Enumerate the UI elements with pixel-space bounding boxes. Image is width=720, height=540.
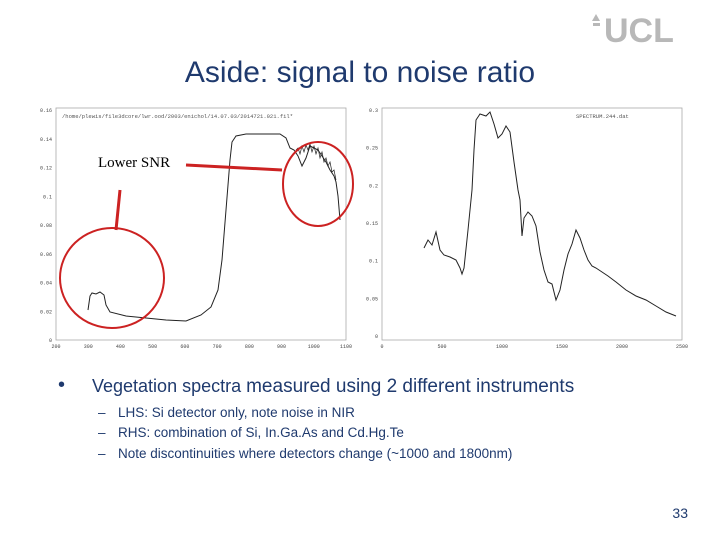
right-x-tick-label: 2500 [675, 344, 689, 350]
left-y-ticks [40, 108, 52, 344]
left-x-tick-label: 1000 [307, 344, 320, 350]
right-y-tick-label: 0.15 [365, 221, 378, 227]
left-x-tick-label: 600 [180, 344, 190, 350]
right-y-tick-label: 0 [374, 334, 378, 340]
left-y-tick-label: 0 [48, 338, 52, 344]
right-y-tick-label: 0.3 [368, 108, 378, 114]
left-y-tick-label: 0.08 [39, 223, 52, 229]
left-y-tick-label: 0.04 [39, 280, 52, 287]
left-x-tick-label: 400 [115, 344, 125, 350]
annotation-line-left [116, 190, 120, 230]
slide-title: Aside: signal to noise ratio [184, 56, 536, 89]
right-plot [366, 108, 688, 350]
left-x-tick-label: 800 [244, 344, 254, 350]
ucl-logo [590, 10, 702, 46]
bullet-dot-icon: • [58, 374, 66, 396]
left-y-tick-label: 0.02 [39, 309, 52, 316]
bullet-text-part1: Vegetation spectra [92, 376, 247, 396]
left-x-tick-label: 500 [148, 344, 158, 350]
left-y-tick-label: 0.06 [39, 251, 52, 258]
right-y-ticks [366, 108, 378, 340]
subbullet-1: – LHS: Si detector only, note noise in NIR [98, 405, 355, 420]
right-x-tick-label: 0 [380, 344, 384, 350]
right-x-tick-label: 500 [437, 344, 447, 350]
left-y-tick-label: 0.12 [39, 165, 52, 172]
spectra-plots [36, 100, 692, 356]
logo-mark-icon [592, 14, 600, 21]
annotation-line-right [186, 165, 282, 170]
right-y-tick-label: 0.1 [368, 258, 378, 265]
left-y-tick-label: 0.14 [39, 136, 52, 143]
subbullet-3: – Note discontinuities where detectors change (~1000 and 1800nm) [98, 446, 513, 461]
right-y-tick-label: 0.2 [368, 183, 378, 190]
page-number: 33 [672, 505, 688, 521]
logo-text: UCL [604, 12, 674, 46]
right-x-tick-label: 1000 [495, 344, 509, 350]
right-y-tick-label: 0.05 [365, 296, 378, 303]
left-x-tick-label: 300 [83, 344, 93, 350]
right-x-tick-label: 2000 [615, 344, 629, 350]
left-plot-header: /home/plewis/file3dcore/lwr.ood/2003/enichol/14.07.03/2014721.021.fil* [62, 113, 294, 120]
annotation-label: Lower SNR [98, 155, 171, 171]
right-plot-header: SPECTRUM.244.dat [576, 113, 629, 120]
left-y-tick-label: 0.1 [42, 194, 52, 201]
left-x-tick-label: 700 [212, 344, 222, 350]
left-x-tick-label: 900 [277, 344, 287, 350]
left-x-tick-label: 1100 [339, 344, 353, 350]
left-x-tick-label: 200 [51, 344, 61, 350]
right-plot-frame [382, 108, 682, 340]
annotation-circle-right [283, 142, 353, 226]
bullet-text-part2: measured using 2 different instruments [246, 376, 575, 397]
right-y-tick-label: 0.25 [365, 145, 378, 152]
right-spectrum-line [424, 112, 676, 316]
subbullet-2: – RHS: combination of Si, In.Ga.As and Cd.Hg.Te [98, 425, 404, 440]
left-y-tick-label: 0.16 [39, 108, 52, 114]
right-x-tick-label: 1500 [555, 344, 569, 350]
left-plot-frame [56, 108, 346, 340]
bullet-text [92, 376, 574, 398]
left-x-ticks [51, 344, 352, 350]
right-x-ticks [380, 344, 688, 350]
